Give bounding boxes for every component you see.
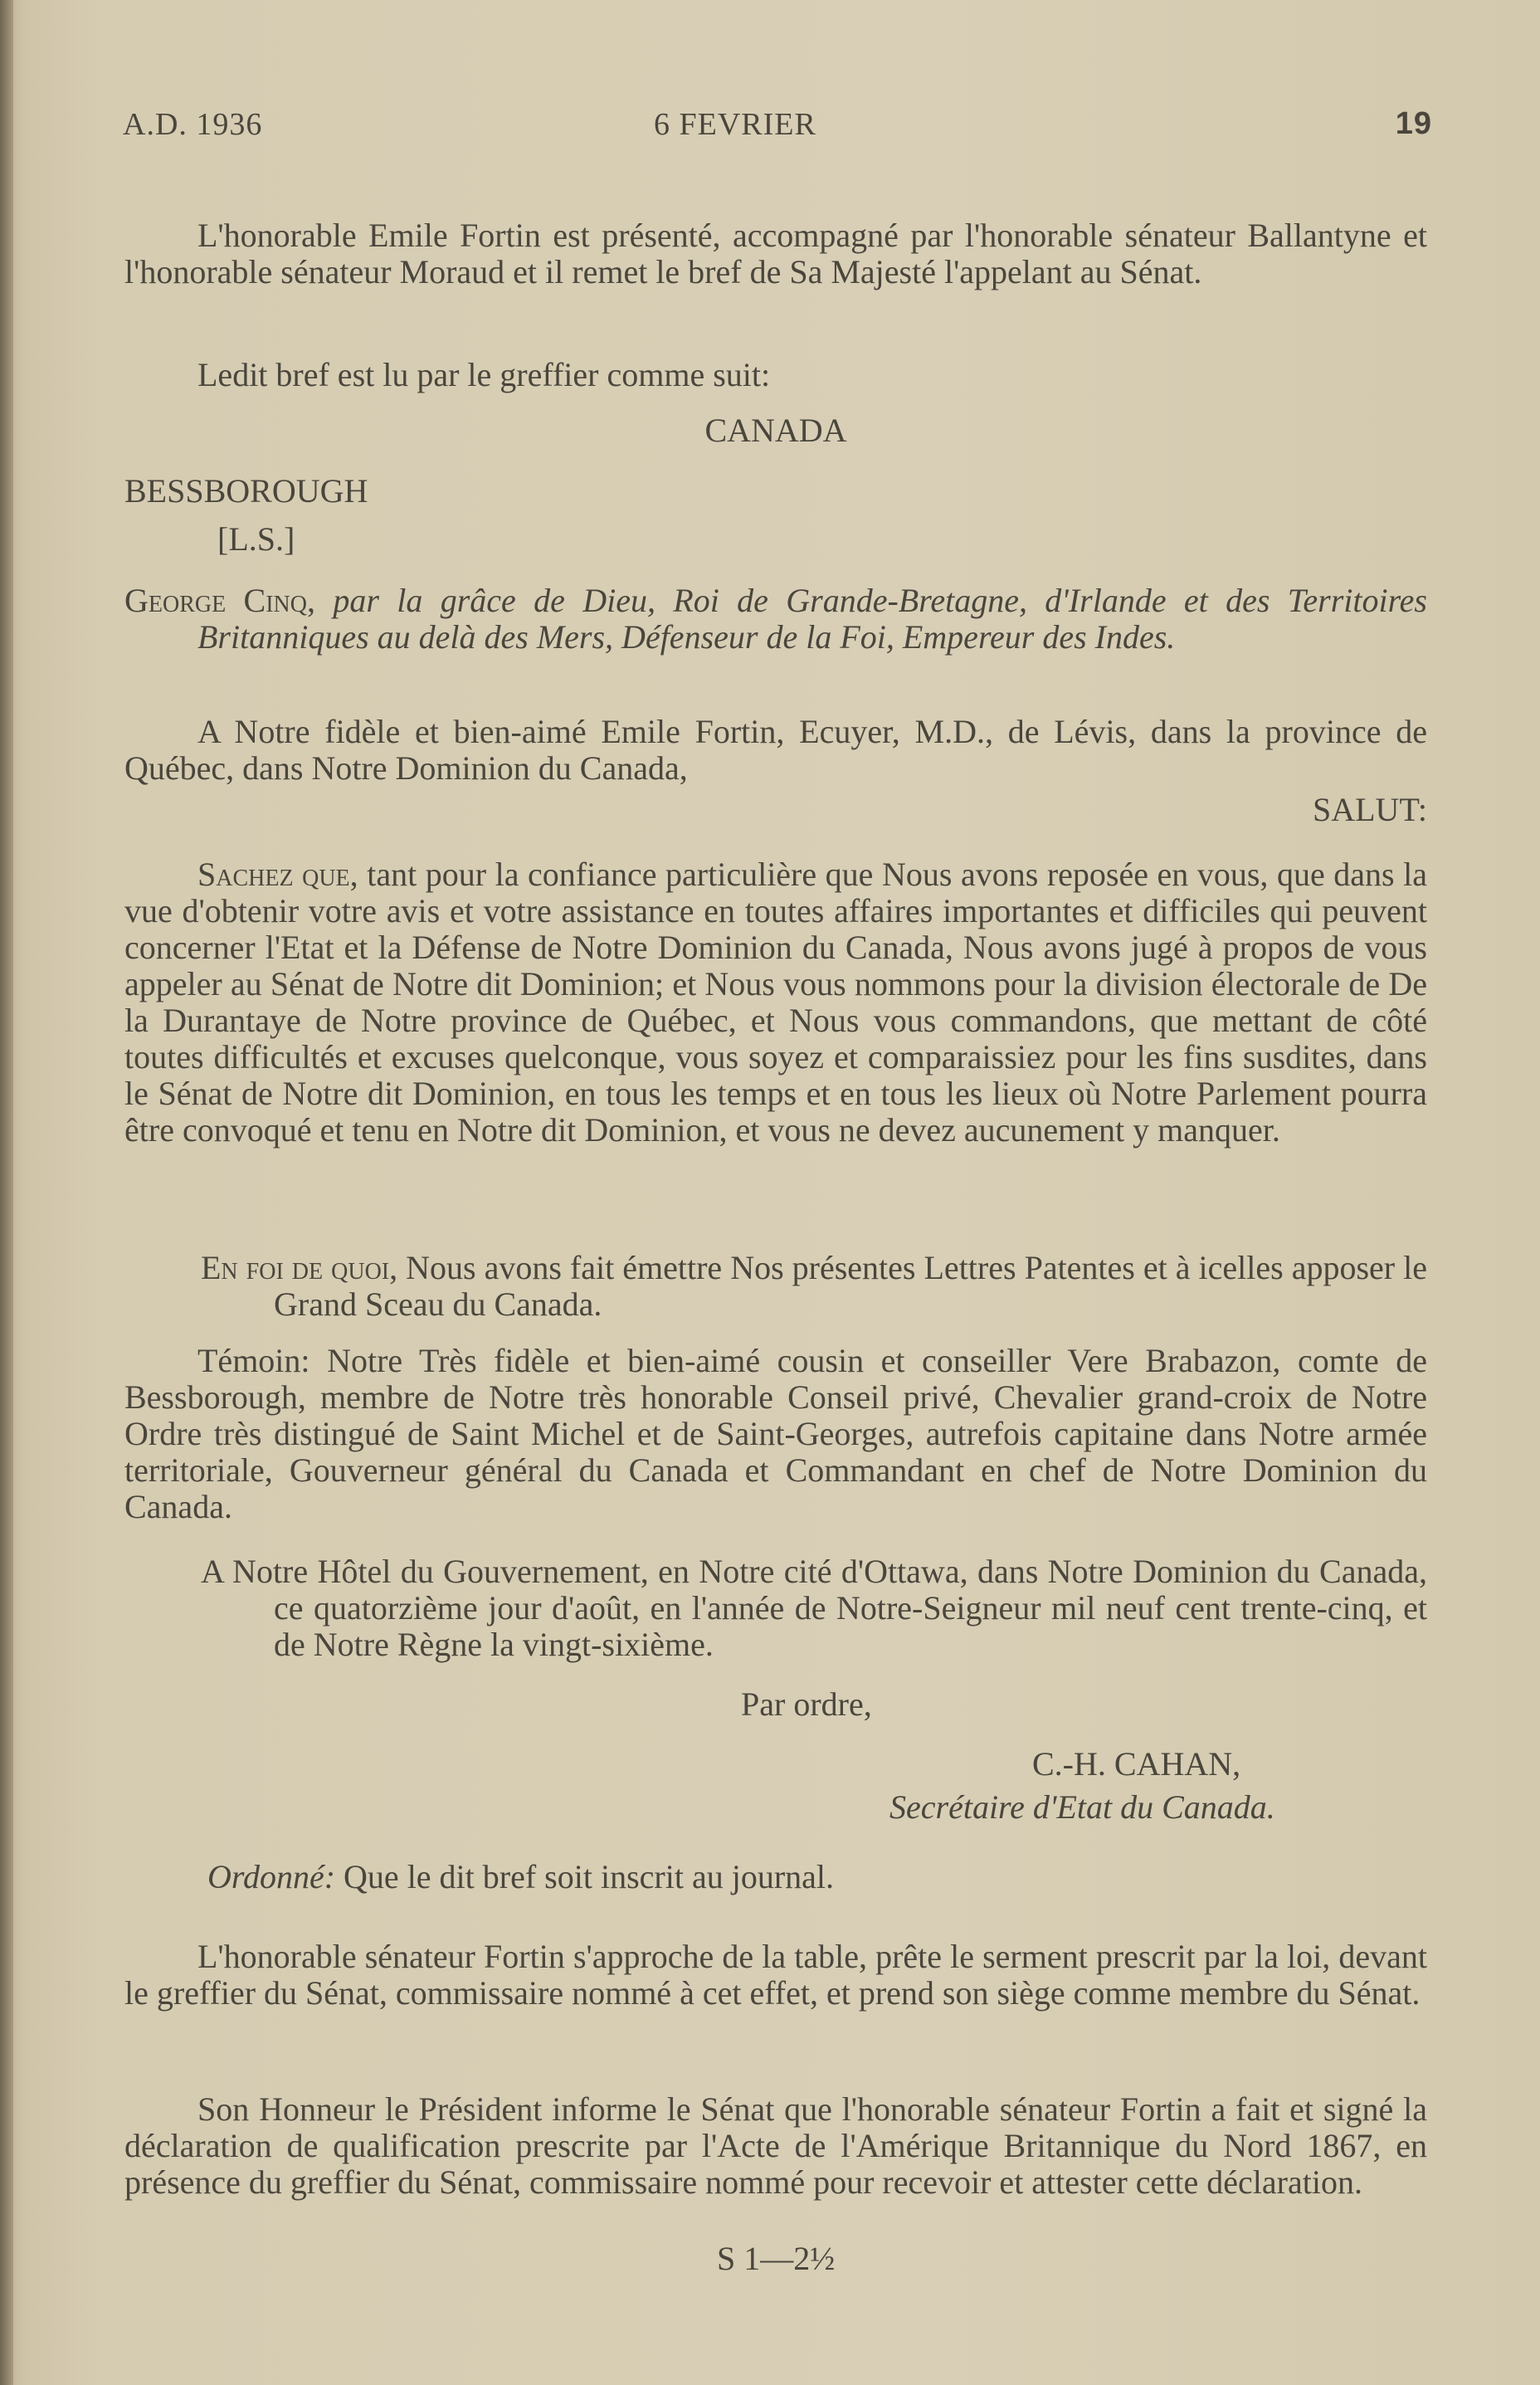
paragraph-ordonne — [207, 1859, 1369, 1895]
paragraph-text: Son Honneur le Président informe le Sénat que l'honorable sénateur Fortin a fait et signé la déclaration de qualification prescrite par l'Acte de l'Amérique Britannique du Nord 1867, en présence du greffier du Sénat, commissaire nommé pour recevoir et attester cette déclaration. — [124, 2090, 1427, 2201]
page-number: 19 — [1395, 106, 1432, 141]
george-cinq: George Cinq, — [124, 582, 315, 619]
paragraph-text: L'honorable Emile Fortin est présenté, accompagné par l'honorable sénateur Ballantyne et l'honorable sénateur Moraud et il remet le bref de Sa Majesté l'appelant au Sénat. — [124, 217, 1427, 290]
paragraph-bref-lu — [124, 357, 1427, 393]
en-foi-de-quoi: En foi de quoi, — [201, 1249, 398, 1286]
signature-mark: S 1—2½ — [717, 2240, 836, 2277]
paragraph-en-foi — [124, 1250, 1427, 1323]
paragraph-hotel — [124, 1553, 1427, 1663]
paragraph-text: Témoin: Notre Très fidèle et bien-aimé cousin et conseiller Vere Brabazon, comte de Bessborough, membre de Notre très honorable Conseil privé, Chevalier grand-croix de Notre Ordre très distingué de Saint Michel et de Saint-Georges, autrefois capitaine dans Notre armée territoriale, Gouverneur général du Canada et Commandant en chef de Notre Dominion du Canada. — [124, 1342, 1427, 1525]
paragraph-text: Ledit bref est lu par le greffier comme suit: — [197, 356, 771, 393]
paragraph-text: L'honorable sénateur Fortin s'approche de la table, prête le serment prescrit par la loi, devant le greffier du Sénat, commissaire nommé à cet effet, et prend son siège comme membre du Sénat. — [124, 1938, 1427, 2012]
label-seal: [L.S.] — [217, 520, 295, 558]
signatory-name: C.-H. CAHAN, — [1032, 1745, 1241, 1783]
paragraph-temoin — [124, 1343, 1427, 1525]
label-bessborough: BESSBOROUGH — [124, 472, 368, 510]
paragraph-sachez — [124, 856, 1427, 1149]
paragraph-presentation — [124, 217, 1427, 290]
sachez-que: Sachez que, — [197, 856, 358, 893]
paragraph-text: Nous avons fait émettre Nos présentes Lettres Patentes et à icelles apposer le Grand Sceau du Canada. — [274, 1249, 1427, 1323]
book-spine-edge — [0, 0, 13, 2385]
ordonne-label: Ordonné: — [207, 1858, 336, 1895]
paragraph-honneur — [124, 2091, 1427, 2201]
paragraph-text: A Notre fidèle et bien-aimé Emile Fortin, Ecuyer, M.D., de Lévis, dans la province de Québec, dans Notre Dominion du Canada, — [124, 713, 1427, 787]
paragraph-serment — [124, 1939, 1427, 2012]
par-ordre: Par ordre, — [741, 1685, 872, 1723]
paragraph-text: tant pour la confiance particulière que Nous avons reposée en vous, que dans la vue d'obtenir votre avis et votre assistance en toutes affaires importantes et difficiles qui peuvent concerner l'Etat et la Défense de Notre Dominion du Canada, Nous avons jugé à propos de vous appeler au Sénat de Notre dit Dominion; et Nous vous nommons pour la division électorale de De la Durantaye de Notre province de Québec, et Nous vous commandons, que mettant de côté toutes difficultés et excuses quelconque, vous soyez et comparaissiez pour les fins susdites, dans le Sénat de Notre dit Dominion, en tous les temps et en tous les lieux où Notre Parlement pourra être convoqué et tenu en Notre dit Dominion, et vous ne devez aucunement y manquer. — [124, 856, 1427, 1149]
paragraph-george — [124, 583, 1427, 656]
header-year: A.D. 1936 — [123, 107, 263, 142]
heading-canada: CANADA — [704, 412, 847, 449]
page-header — [123, 106, 1432, 148]
salut: SALUT: — [1312, 791, 1427, 828]
paragraph-text: Que le dit bref soit inscrit au journal. — [344, 1858, 835, 1895]
paragraph-a-notre — [124, 714, 1427, 787]
signatory-title: Secrétaire d'Etat du Canada. — [889, 1788, 1275, 1826]
royal-title: par la grâce de Dieu, Roi de Grande-Bretagne, d'Irlande et des Territoires Britanniques au delà des Mers, Défenseur de la Foi, Empereur des Indes. — [197, 582, 1427, 656]
paragraph-text: A Notre Hôtel du Gouvernement, en Notre cité d'Ottawa, dans Notre Dominion du Canada, ce quatorzième jour d'août, en l'année de Notre-Seigneur mil neuf cent trente-cinq, et de Notre Règne la vingt-sixième. — [201, 1553, 1427, 1663]
header-date: 6 FEVRIER — [654, 107, 816, 142]
